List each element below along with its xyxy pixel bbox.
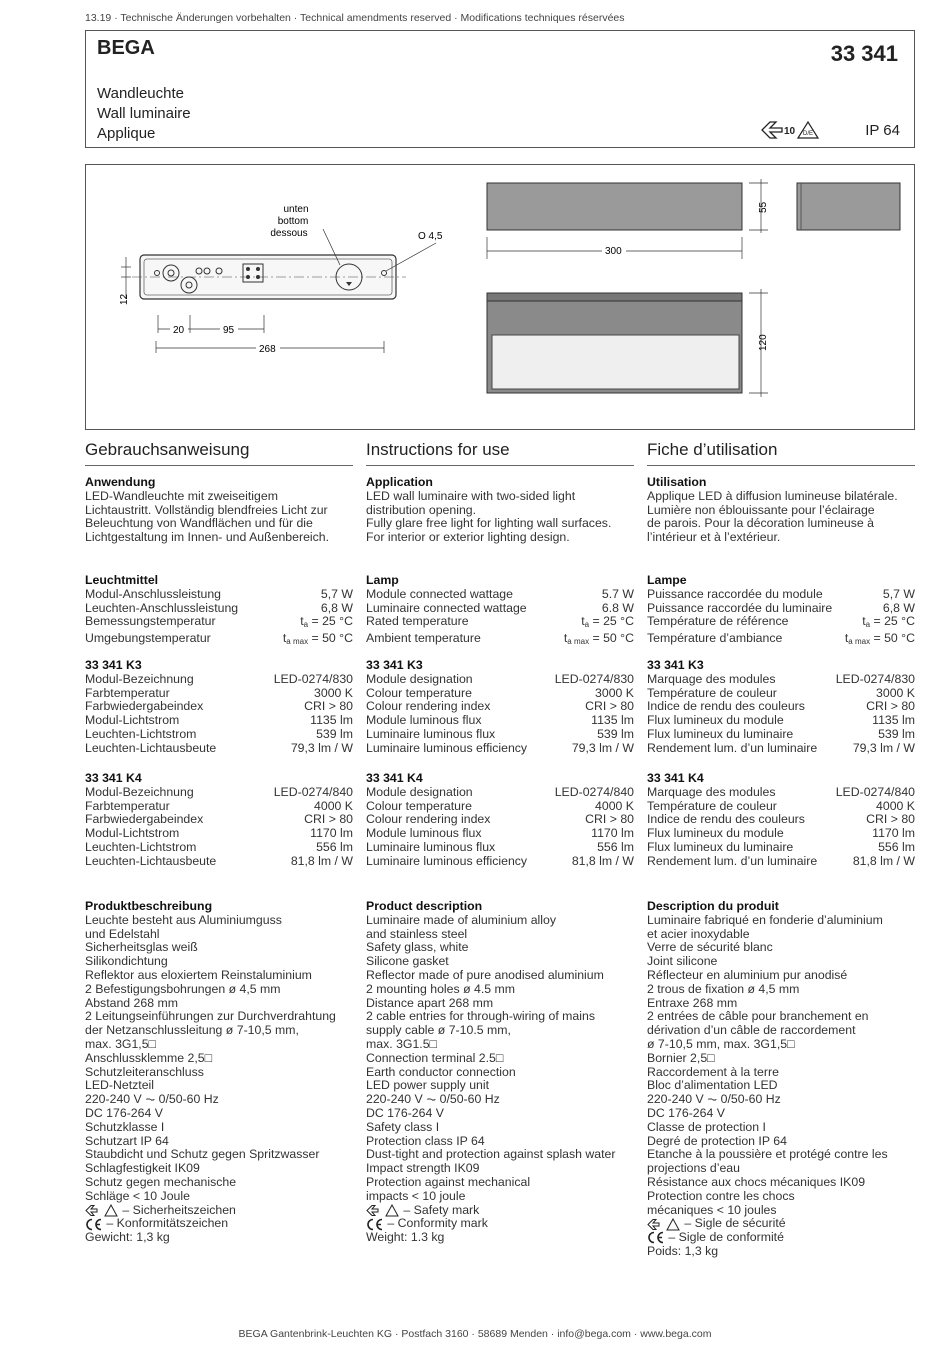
text-line: mécaniques < 10 joules <box>647 1202 777 1217</box>
section-heading: Lampe <box>647 573 687 587</box>
text-line: Bloc d’alimentation LED <box>647 1078 778 1093</box>
application-section <box>366 476 634 545</box>
spec-value: LED-0274/840 <box>554 784 634 799</box>
section-heading: Produktbeschreibung <box>85 899 213 913</box>
spec-value: $t_a = 25$ °C <box>581 614 634 630</box>
lamp-section <box>366 574 634 649</box>
text-line: Lumière non éblouissante pour l’éclairage <box>647 502 875 517</box>
text-line: Silikondichtung <box>85 954 168 969</box>
spec-label: Flux lumineux du luminaire <box>647 726 794 741</box>
text-line: 2 Leitungseinführungen zur Durchverdrahtung <box>85 1009 336 1024</box>
spec-label: Flux lumineux du luminaire <box>647 839 794 854</box>
spec-value: LED-0274/830 <box>835 671 915 686</box>
spec-value: 539 lm <box>878 726 915 741</box>
spec-row <box>85 714 353 728</box>
spec-label: Colour rendering index <box>366 812 491 827</box>
text-line: Connection terminal 2.5□ <box>366 1050 504 1065</box>
spec-row <box>85 813 353 827</box>
spec-label: Module designation <box>366 671 473 686</box>
spec-value: LED-0274/830 <box>273 671 353 686</box>
spec-value: $t_{a max} = 50$ °C <box>282 631 353 647</box>
label-hole: O 4,5 <box>418 231 443 242</box>
spec-value: CRI > 80 <box>866 699 915 714</box>
spec-value: 3000 K <box>876 685 915 700</box>
spec-value: 5.7 W <box>601 586 634 601</box>
spec-value: 556 lm <box>597 839 634 854</box>
spec-label: Température de couleur <box>647 798 777 813</box>
dim-55: 55 <box>758 201 769 213</box>
spec-label: Colour temperature <box>366 798 472 813</box>
text-line: dérivation d’un câble de raccordement <box>647 1023 856 1038</box>
spec-value: 6,8 W <box>320 600 353 615</box>
spec-value: 81,8 lm / W <box>571 853 634 868</box>
text-line: Safety class I <box>366 1119 440 1134</box>
spec-value: 79,3 lm / W <box>852 740 915 755</box>
section-heading: 33 341 K3 <box>85 658 142 672</box>
spec-value: 1135 lm <box>591 713 634 728</box>
text-line: Staubdicht und Schutz gegen Spritzwasser <box>85 1147 320 1162</box>
spec-label: Umgebungstemperatur <box>85 631 211 646</box>
spec-label: Rated temperature <box>366 614 469 629</box>
k4-section <box>647 772 915 869</box>
text-line: 220-240 V ⏦ 0/50-60 Hz <box>85 1092 219 1107</box>
spec-row <box>85 673 353 687</box>
k3-section <box>647 659 915 756</box>
text-line: Beleuchtung von Wandflächen und für die <box>85 516 313 531</box>
spec-row <box>647 687 915 701</box>
text-line: Sicherheitsglas weiß <box>85 940 198 955</box>
safety-mark-icon <box>647 1218 681 1231</box>
spec-value: 4000 K <box>876 798 915 813</box>
column-fr <box>647 440 915 1258</box>
spec-row <box>647 588 915 602</box>
spec-label: Rendement lum. d’un luminaire <box>647 853 818 868</box>
safety-mark-label: D/E <box>803 131 814 137</box>
text-line: Schutzklasse I <box>85 1119 165 1134</box>
conformity-mark-line: – Konformitätszeichen <box>85 1217 353 1231</box>
safety-mark-number: 10 <box>784 126 796 137</box>
text-line: Résistance aux chocs mécaniques IK09 <box>647 1174 866 1189</box>
spec-label: Puissance raccordée du luminaire <box>647 600 833 615</box>
spec-row <box>647 615 915 632</box>
spec-value: $t_{a max} = 50$ °C <box>844 631 915 647</box>
k3-section <box>366 659 634 756</box>
dim-268: 268 <box>259 344 276 355</box>
text-line: 220-240 V ⏦ 0/50-60 Hz <box>647 1092 781 1107</box>
spec-label: Flux lumineux du module <box>647 713 784 728</box>
spec-label: Flux lumineux du module <box>647 826 784 841</box>
product-type-fr: Applique <box>97 125 156 142</box>
spec-label: Farbwiedergabeindex <box>85 699 204 714</box>
description-section <box>366 900 634 1245</box>
safety-mark-icon <box>366 1204 400 1217</box>
spec-row <box>647 800 915 814</box>
column-title: Gebrauchsanweisung <box>85 440 353 466</box>
spec-row <box>85 841 353 855</box>
spec-row <box>647 742 915 756</box>
spec-row <box>366 855 634 869</box>
description-section <box>85 900 353 1245</box>
text-line: Impact strength IK09 <box>366 1161 480 1176</box>
conformity-mark-line: – Conformity mark <box>366 1217 634 1231</box>
spec-value: 556 lm <box>878 839 915 854</box>
text-line: et acier inoxydable <box>647 926 750 941</box>
revision-note: 13.19 · Technische Änderungen vorbehalten · Technical amendments reserved · Modifications techniques réservées <box>85 12 625 24</box>
dim-120: 120 <box>758 334 769 351</box>
application-section <box>85 476 353 545</box>
text-line: Schläge < 10 Joule <box>85 1188 190 1203</box>
product-type <box>97 84 191 144</box>
spec-label: Farbtemperatur <box>85 685 170 700</box>
spec-row <box>366 742 634 756</box>
spec-row <box>366 813 634 827</box>
spec-value: 1135 lm <box>872 713 915 728</box>
spec-label: Module luminous flux <box>366 826 482 841</box>
k3-section <box>85 659 353 756</box>
spec-label: Rendement lum. d’un luminaire <box>647 740 818 755</box>
weight: Poids: 1,3 kg <box>647 1243 719 1258</box>
spec-row <box>366 827 634 841</box>
text-line: Lichtaustritt. Vollständig blendfreies Licht zur <box>85 502 328 517</box>
text-line: Luminaire made of aluminium alloy <box>366 912 557 927</box>
section-heading: Product description <box>366 899 483 913</box>
spec-row <box>366 841 634 855</box>
section-heading: 33 341 K4 <box>366 771 423 785</box>
text-line: Dust-tight and protection against splash water <box>366 1147 616 1162</box>
spec-row <box>85 687 353 701</box>
section-heading: Leuchtmittel <box>85 573 159 587</box>
spec-label: Ambient temperature <box>366 631 481 646</box>
spec-value: CRI > 80 <box>866 812 915 827</box>
text-line: Réflecteur en aluminium pur anodisé <box>647 967 848 982</box>
spec-row <box>85 855 353 869</box>
section-heading: 33 341 K3 <box>366 658 423 672</box>
text-line: Reflector made of pure anodised aluminium <box>366 967 604 982</box>
spec-row <box>647 841 915 855</box>
text-line: Classe de protection I <box>647 1119 766 1134</box>
spec-row <box>85 588 353 602</box>
lamp-section <box>85 574 353 649</box>
section-heading: 33 341 K3 <box>647 658 704 672</box>
lamp-section <box>647 574 915 649</box>
spec-label: Leuchten-Lichtstrom <box>85 726 197 741</box>
spec-label: Modul-Lichtstrom <box>85 713 180 728</box>
text-line: und Edelstahl <box>85 926 160 941</box>
spec-label: Puissance raccordée du module <box>647 586 823 601</box>
spec-label: Marquage des modules <box>647 784 776 799</box>
spec-value: 1170 lm <box>591 826 634 841</box>
spec-row <box>85 800 353 814</box>
technical-drawing <box>85 164 915 430</box>
dim-300: 300 <box>605 246 622 257</box>
text-line: distribution opening. <box>366 502 477 517</box>
text-line: Raccordement à la terre <box>647 1064 779 1079</box>
text-line: de parois. Pour la décoration lumineuse à <box>647 516 874 531</box>
spec-row <box>85 742 353 756</box>
weight: Weight: 1.3 kg <box>366 1230 445 1245</box>
spec-value: 556 lm <box>316 839 353 854</box>
text-line: der Netzanschlussleitung ø 7-10,5 mm, <box>85 1023 299 1038</box>
text-line: LED wall luminaire with two-sided light <box>366 488 576 503</box>
spec-value: 4000 K <box>595 798 634 813</box>
spec-label: Luminaire luminous efficiency <box>366 740 528 755</box>
spec-label: Luminaire luminous efficiency <box>366 853 528 868</box>
spec-value: 3000 K <box>595 685 634 700</box>
brand-logo: BEGA <box>97 37 155 59</box>
column-title: Fiche d’utilisation <box>647 440 915 466</box>
text-line: Protection contre les chocs <box>647 1188 795 1203</box>
text-line: 2 mounting holes ø 4.5 mm <box>366 981 515 996</box>
spec-label: Module connected wattage <box>366 586 513 601</box>
text-line: LED power supply unit <box>366 1078 490 1093</box>
text-line: Schutz gegen mechanische <box>85 1174 237 1189</box>
spec-row <box>85 632 353 649</box>
text-line: DC 176-264 V <box>85 1105 163 1120</box>
spec-row <box>647 855 915 869</box>
spec-value: $t_a = 25$ °C <box>862 614 915 630</box>
product-type-en: Wall luminaire <box>97 105 191 122</box>
text-line: Protection against mechanical <box>366 1174 531 1189</box>
k4-section <box>366 772 634 869</box>
spec-value: $t_a = 25$ °C <box>300 614 353 630</box>
text-line: LED-Wandleuchte mit zweiseitigem <box>85 488 278 503</box>
spec-label: Modul-Bezeichnung <box>85 784 194 799</box>
spec-value: 79,3 lm / W <box>571 740 634 755</box>
label-bottom-en: bottom <box>277 216 309 227</box>
spec-label: Modul-Bezeichnung <box>85 671 194 686</box>
text-line: projections d’eau <box>647 1161 740 1176</box>
spec-value: 539 lm <box>316 726 353 741</box>
spec-row <box>366 615 634 632</box>
text-line: Earth conductor connection <box>366 1064 516 1079</box>
spec-row <box>85 827 353 841</box>
section-heading: Application <box>366 475 433 489</box>
spec-row <box>366 700 634 714</box>
spec-value: 5,7 W <box>320 586 353 601</box>
spec-value: 6.8 W <box>601 600 634 615</box>
text-line: max. 3G1.5□ <box>366 1036 437 1051</box>
footer: BEGA Gantenbrink-Leuchten KG · Postfach 3160 · 58689 Menden · info@bega.com · www.bega.com <box>238 1328 712 1340</box>
text-line: Anschlussklemme 2,5□ <box>85 1050 213 1065</box>
ce-mark-icon <box>366 1218 384 1231</box>
spec-row <box>366 673 634 687</box>
spec-label: Leuchten-Anschlussleistung <box>85 600 239 615</box>
spec-label: Température de couleur <box>647 685 777 700</box>
certification-marks <box>760 119 822 146</box>
label-bottom-de: unten <box>283 204 309 215</box>
spec-row <box>85 786 353 800</box>
spec-row <box>647 813 915 827</box>
spec-value: CRI > 80 <box>304 812 353 827</box>
text-line: Luminaire fabriqué en fonderie d’aluminium <box>647 912 883 927</box>
text-line: DC 176-264 V <box>647 1105 725 1120</box>
spec-value: LED-0274/830 <box>554 671 634 686</box>
text-line: Reflektor aus eloxiertem Reinstaluminium <box>85 967 312 982</box>
spec-value: 1135 lm <box>310 713 353 728</box>
spec-label: Modul-Anschlussleistung <box>85 586 222 601</box>
spec-row <box>85 615 353 632</box>
text-line: l’intérieur et à l’extérieur. <box>647 530 781 545</box>
column-de <box>85 440 353 1245</box>
spec-value: 1170 lm <box>310 826 353 841</box>
spec-value: CRI > 80 <box>304 699 353 714</box>
spec-row <box>85 728 353 742</box>
section-heading: 33 341 K4 <box>647 771 704 785</box>
ce-mark-icon <box>85 1218 103 1231</box>
spec-value: $t_{a max} = 50$ °C <box>563 631 634 647</box>
spec-row <box>366 800 634 814</box>
spec-label: Leuchten-Lichtausbeute <box>85 740 217 755</box>
spec-label: Bemessungstemperatur <box>85 614 216 629</box>
text-line: Fully glare free light for lighting wall surfaces. <box>366 516 612 531</box>
section-heading: Description du produit <box>647 899 779 913</box>
section-heading: Lamp <box>366 573 399 587</box>
spec-row <box>647 700 915 714</box>
section-heading: Utilisation <box>647 475 707 489</box>
spec-row <box>85 700 353 714</box>
spec-value: 81,8 lm / W <box>290 853 353 868</box>
spec-row <box>85 602 353 616</box>
text-line: 220-240 V ⏦ 0/50-60 Hz <box>366 1092 500 1107</box>
text-line: 2 trous de fixation ø 4,5 mm <box>647 981 800 996</box>
text-line: impacts < 10 joule <box>366 1188 466 1203</box>
spec-label: Luminaire luminous flux <box>366 839 496 854</box>
text-line: ø 7-10,5 mm, max. 3G1,5□ <box>647 1036 795 1051</box>
text-line: DC 176-264 V <box>366 1105 444 1120</box>
text-line: Safety glass, white <box>366 940 469 955</box>
column-en <box>366 440 634 1245</box>
spec-label: Luminaire connected wattage <box>366 600 527 615</box>
safety-mark-icon <box>85 1204 119 1217</box>
spec-label: Module luminous flux <box>366 713 482 728</box>
spec-label: Colour rendering index <box>366 699 491 714</box>
safety-mark-line: – Sigle de sécurité <box>647 1217 915 1231</box>
text-line: 2 entrées de câble pour branchement en <box>647 1009 869 1024</box>
dimension-drawing <box>86 165 916 431</box>
spec-row <box>647 632 915 649</box>
section-heading: Anwendung <box>85 475 156 489</box>
conformity-mark-line: – Sigle de conformité <box>647 1231 915 1245</box>
text-line: Bornier 2,5□ <box>647 1050 715 1065</box>
spec-row <box>647 786 915 800</box>
text-line: Schutzleiteranschluss <box>85 1064 204 1079</box>
spec-label: Indice de rendu des couleurs <box>647 699 805 714</box>
text-line: Schutzart IP 64 <box>85 1133 169 1148</box>
safety-mark-line: – Sicherheitszeichen <box>85 1204 353 1218</box>
spec-label: Modul-Lichtstrom <box>85 826 180 841</box>
safety-mark-icon <box>760 119 822 141</box>
spec-row <box>647 827 915 841</box>
spec-row <box>647 728 915 742</box>
application-section <box>647 476 915 545</box>
text-line: Verre de sécurité blanc <box>647 940 773 955</box>
spec-row <box>366 728 634 742</box>
text-line: Joint silicone <box>647 954 718 969</box>
text-line: Protection class IP 64 <box>366 1133 485 1148</box>
spec-label: Colour temperature <box>366 685 472 700</box>
dim-12: 12 <box>119 293 130 305</box>
text-line: max. 3G1,5□ <box>85 1036 156 1051</box>
spec-row <box>366 687 634 701</box>
text-line: LED-Netzteil <box>85 1078 155 1093</box>
label-bottom-fr: dessous <box>270 228 308 239</box>
text-line: 2 cable entries for through-wiring of mains <box>366 1009 595 1024</box>
text-line: Distance apart 268 mm <box>366 995 494 1010</box>
text-line: Lichtgestaltung im Innen- und Außenbereich. <box>85 530 330 545</box>
spec-value: CRI > 80 <box>585 699 634 714</box>
text-line: Schlagfestigkeit IK09 <box>85 1161 200 1176</box>
spec-label: Leuchten-Lichtstrom <box>85 839 197 854</box>
spec-label: Module designation <box>366 784 473 799</box>
spec-value: LED-0274/840 <box>835 784 915 799</box>
spec-value: 4000 K <box>314 798 353 813</box>
text-line: Leuchte besteht aus Aluminiumguss <box>85 912 282 927</box>
text-line: 2 Befestigungsbohrungen ø 4,5 mm <box>85 981 281 996</box>
spec-label: Indice de rendu des couleurs <box>647 812 805 827</box>
spec-row <box>366 786 634 800</box>
spec-row <box>647 602 915 616</box>
spec-label: Farbwiedergabeindex <box>85 812 204 827</box>
spec-label: Température de référence <box>647 614 789 629</box>
spec-value: 6,8 W <box>882 600 915 615</box>
dim-20: 20 <box>173 325 185 336</box>
spec-label: Farbtemperatur <box>85 798 170 813</box>
k4-section <box>85 772 353 869</box>
text-line: Abstand 268 mm <box>85 995 178 1010</box>
spec-value: 5,7 W <box>882 586 915 601</box>
text-line: For interior or exterior lighting design. <box>366 530 570 545</box>
spec-value: CRI > 80 <box>585 812 634 827</box>
section-heading: 33 341 K4 <box>85 771 142 785</box>
article-number: 33 341 <box>830 41 898 66</box>
spec-row <box>647 714 915 728</box>
spec-label: Marquage des modules <box>647 671 776 686</box>
weight: Gewicht: 1,3 kg <box>85 1230 170 1245</box>
text-line: Etanche à la poussière et protégé contre les <box>647 1147 888 1162</box>
spec-value: 79,3 lm / W <box>290 740 353 755</box>
text-line: and stainless steel <box>366 926 468 941</box>
spec-value: 539 lm <box>597 726 634 741</box>
spec-value: 81,8 lm / W <box>852 853 915 868</box>
column-title: Instructions for use <box>366 440 634 466</box>
spec-row <box>366 602 634 616</box>
spec-row <box>366 588 634 602</box>
text-line: Silicone gasket <box>366 954 449 969</box>
header-box <box>85 30 915 148</box>
spec-label: Température d’ambiance <box>647 631 783 646</box>
text-line: Degré de protection IP 64 <box>647 1133 787 1148</box>
ip-rating: IP 64 <box>865 122 900 139</box>
spec-label: Leuchten-Lichtausbeute <box>85 853 217 868</box>
dim-95: 95 <box>223 325 235 336</box>
ce-mark-icon <box>647 1231 665 1244</box>
spec-value: 1170 lm <box>872 826 915 841</box>
spec-row <box>647 673 915 687</box>
spec-row <box>366 714 634 728</box>
spec-value: 3000 K <box>314 685 353 700</box>
text-line: Entraxe 268 mm <box>647 995 738 1010</box>
spec-label: Luminaire luminous flux <box>366 726 496 741</box>
spec-value: LED-0274/840 <box>273 784 353 799</box>
safety-mark-line: – Safety mark <box>366 1204 634 1218</box>
text-line: supply cable ø 7-10.5 mm, <box>366 1023 511 1038</box>
spec-row <box>366 632 634 649</box>
text-line: Applique LED à diffusion lumineuse bilatérale. <box>647 488 898 503</box>
description-section <box>647 900 915 1259</box>
product-type-de: Wandleuchte <box>97 85 184 102</box>
